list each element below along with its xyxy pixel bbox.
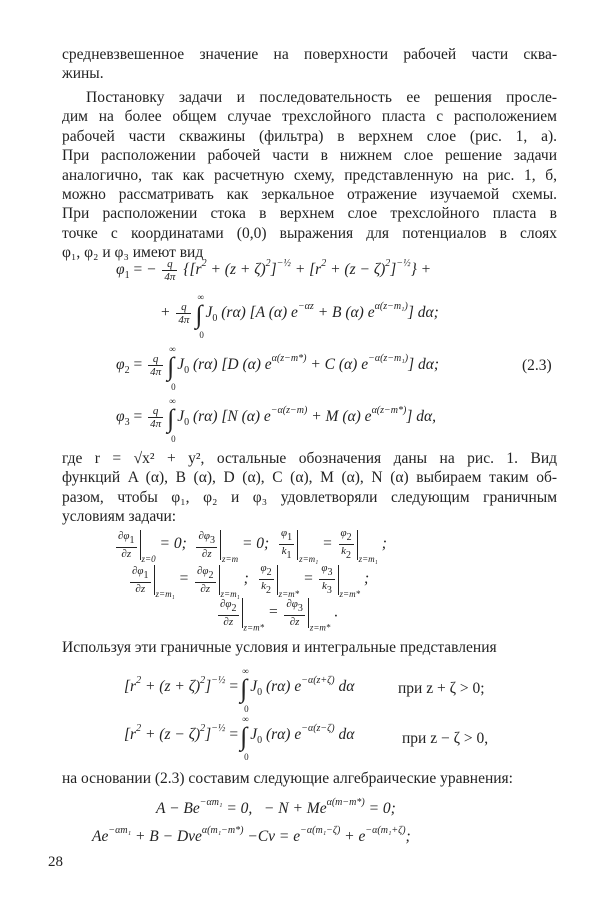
text-line: где r = √x² + y², остальные обозначения даны на рис. 1. Вид — [62, 450, 557, 467]
text-line: жины. — [62, 65, 104, 83]
paragraph-problem-statement — [62, 88, 557, 263]
text-line: разом, чтобы φ₁, φ₂ и φ₃ удовлетворяли следующим граничным — [62, 488, 557, 506]
text-line: φ₁, φ₂ и φ₃ имеют вид — [62, 244, 204, 262]
boundary-conditions-row3: $\frac{\partial\varphi 2}{\partial z}$ $_{z=m*}$ = $\frac{\partial\varphi 3}{\partial z}$ $_{z=m*}$ . — [220, 598, 339, 633]
text-line: дим на более общем случае трехслойного пласта с расположением — [62, 108, 557, 126]
text-line: При расположении стока в верхнем слое трехслойного пласта в — [62, 205, 557, 223]
text-line: При расположении рабочей части в нижнем слое решение задачи — [62, 147, 557, 165]
equation-phi3: $\varphi_3$ = $\frac{q}{4\pi}$ ∞ ∫ 0 $J_0$ (rα) [N (α) $e^{-\alpha(z-m)} + M$ (α) $e^{\alpha(z-m*)}$] dα, — [116, 396, 437, 444]
algebraic-equation-2: $Ae^{-\alpha m_1} + B - Dve^{\alpha(m_1-m*)} -Cv = e^{-\alpha(m_1-\zeta)} + e^{-\alpha(m_1+\zeta)}$; — [92, 825, 411, 845]
text-line: Постановку задачи и последовательность ее решения просле- — [86, 89, 557, 106]
page-number: 28 — [48, 854, 63, 870]
boundary-conditions-row2: $\frac{\partial\varphi 1}{\partial z}$ $_{z=m_1}$ = $\frac{\partial\varphi 2}{\partial z}$ $_{z=m_1}$ ; $\frac{\varphi 2}{k2}$ $_{z=m*}$ = $\frac{\varphi 3}{k3}$ $_{z=m*}$ ; — [132, 562, 370, 600]
integral-representation-2: $[r^2 + (z - \zeta)^2]^{-\frac{1}{2}}$ = ∞ ∫ 0 $J_0$ (rα) $e^{-\alpha(z-\zeta)}$ dα — [124, 714, 370, 762]
boundary-conditions-row1: $\frac{\partial\varphi 1}{\partial z}$ $_{z=0}$ = 0; $\frac{\partial\varphi 3}{\partial z}$ $_{z=m}$ = 0; $\frac{\varphi 1}{k1}$ $_{z=m_1}$ = $\frac{\varphi 2}{k2}$ $_{z=m_1}$ ; — [118, 527, 387, 565]
text-line: на основании (2.3) составим следующие алгебраические уравнения: — [62, 770, 513, 787]
text-line: Используя эти граничные условия и интегральные представления — [62, 639, 497, 656]
text-line: средневзвешенное значение на поверхности рабочей части сква- — [62, 46, 557, 63]
text-line: точке с координатами (0,0) выражения для потенциалов в слоях — [62, 224, 557, 242]
paragraph-using-conditions — [62, 638, 557, 657]
equation-phi1-line2: + $\frac{q}{4\pi}$ ∞ ∫ 0 $J_0$ (rα) [A (α) $e^{-\alpha z} + B$ (α) $e^{\alpha(z-m_1)}$] dα; — [160, 292, 439, 340]
equation-phi1-line1: $\varphi_1$ = − $\frac{q}{4\pi}$ $\{[r^2 + (z + \zeta)^2]^{-\frac{1}{2}} + [r^2 + (z - \zeta)^2]^{-\frac{1}{2}}\}$ + — [116, 258, 432, 283]
paragraph-intro — [62, 45, 557, 84]
integral-representation-1: $[r^2 + (z + \zeta)^2]^{-\frac{1}{2}}$ = ∞ ∫ 0 $J_0$ (rα) $e^{-\alpha(z+\zeta)}$ dα — [124, 666, 370, 714]
condition-text-2: при z − ζ > 0, — [402, 730, 489, 747]
text-line: рабочей части скважины (фильтра) в верхнем слое (рис. 1, а). — [62, 127, 557, 145]
text-line: функций A (α), B (α), D (α), C (α), M (α), N (α) выбираем таким об- — [62, 469, 557, 487]
paragraph-definitions — [62, 449, 557, 527]
equation-number: (2.3) — [522, 357, 552, 374]
text-line: можно рассматривать как зеркальное отражение изучаемой схемы. — [62, 186, 557, 204]
text-line: условиям задачи: — [62, 508, 177, 526]
condition-text-1: при z + ζ > 0; — [398, 680, 485, 697]
paragraph-algebraic — [62, 769, 557, 788]
equation-phi2: $\varphi_2$ = $\frac{q}{4\pi}$ ∞ ∫ 0 $J_0$ (rα) [D (α) $e^{\alpha(z-m*)} + C$ (α) $e^{-\alpha(z-m_1)}$] dα; — [116, 344, 440, 392]
algebraic-equation-1: $A - Be^{-\alpha m_1} = 0$, − $N + Me^{\alpha(m-m*)} = 0$; — [156, 797, 396, 817]
text-line: аналогично, так как расчетную схему, представленную на рис. 1, б, — [62, 166, 557, 184]
